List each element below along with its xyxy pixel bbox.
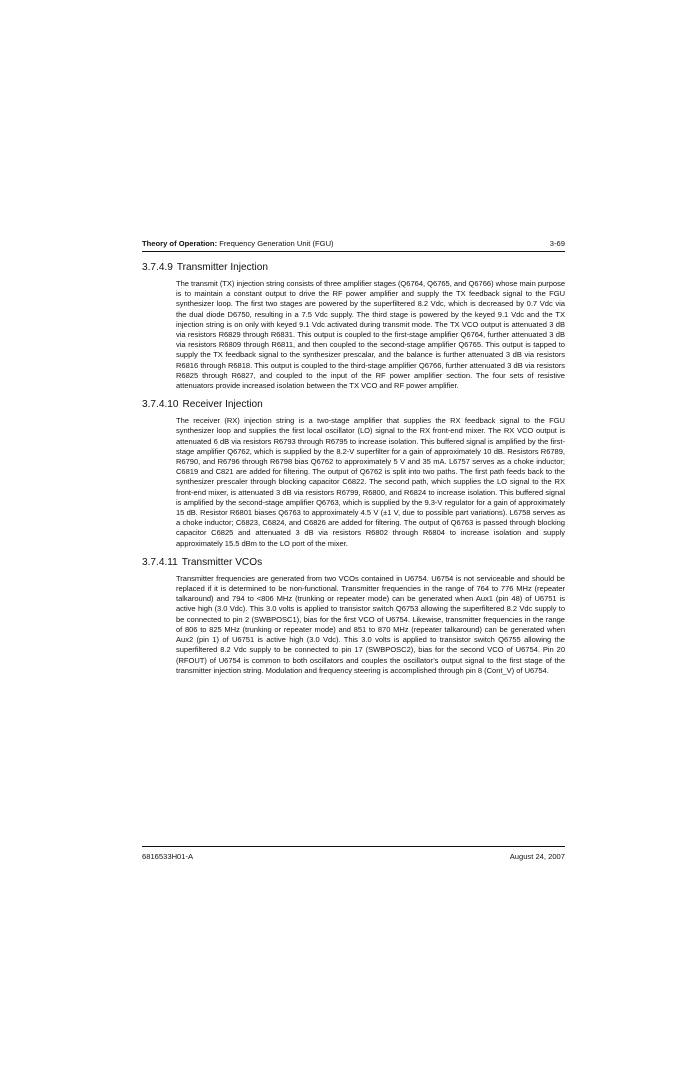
section-heading <box>142 399 565 411</box>
page-footer <box>142 852 565 861</box>
section-number: 3.7.4.10 <box>142 399 179 411</box>
section-title: Transmitter Injection <box>176 262 268 273</box>
section-transmitter-injection <box>142 262 565 391</box>
header-title-bold: Theory of Operation: <box>142 239 218 248</box>
page-header <box>142 239 565 248</box>
header-rule <box>142 251 565 252</box>
section-title: Transmitter VCOs <box>181 556 263 568</box>
document-body <box>142 262 565 684</box>
footer-rule <box>142 846 565 847</box>
publication-date: August 24, 2007 <box>509 852 565 861</box>
section-heading <box>142 557 565 569</box>
page-number: 3-69 <box>549 239 565 248</box>
section-paragraph: The receiver (RX) injection string is a two-stage amplifier that supplies the RX feedback signal to the FGU synthesizer loop and supplies the first local oscillator (LO) signal to the RX front-end mixer. The RX VCO output is attenuated 6 dB via resistors R6793 through R6795 to increase isolation. This buffered signal is amplified by the first-stage amplifier Q6762, which is supplied by the 8.2-V superfilter for a gain of approximately 10 dB. Resistors R6789, R6790, and R6796 through R6798 bias Q6762 to approximately 5 V and 35 mA. L6757 serves as a choke inductor; C6819 and C821 are added for filtering. The output of Q6762 is split into two paths. The first path feeds back to the synthesizer prescaler through blocking capacitor C6822. The second path, which supplies the LO signal to the RX front-end mixer, is attenuated 3 dB via resistors R6799, R6800, and R6824 to increase isolation. This buffered signal is amplified by the second-stage amplifier Q6763, which is supplied by the 9.3-V regulator for a gain of approximately 15 dB. Resistor R6801 biases Q6763 to approximately 4.5 V (±1 V, due to possible part variations). L6758 serves as a choke inductor; C6823, C6824, and C6826 are added for filtering. The output of Q6763 is passed through blocking capacitor C6825 and attenuated 3 dB via resistors R6802 through R6804 to increase isolation and supply approximately 15.5 dBm to the LO port of the mixer. <box>176 416 565 548</box>
section-paragraph: The transmit (TX) injection string consists of three amplifier stages (Q6764, Q6765, and Q6766) whose main purpose is to maintain a constant output to drive the RF power amplifier and supply the TX feedback signal to the FGU synthesizer loop. The first two stages are powered by the superfiltered 8.2 Vdc, which is decreased by 0.7 Vdc via the dual diode D6750, resulting in a 7.5 Vdc supply. The third stage is powered by the keyed 9.1 Vdc and the TX injection string is on only with keyed 9.1 Vdc activated during transmit mode. The TX VCO output is attenuated 3 dB via resistors R6829 through R6831. This output is coupled to the first-stage amplifier Q6764, further attenuated 3 dB via resistors R6809 through R6811, and then coupled to the second-stage amplifier Q6765. This output is tapped to supply the TX feedback signal to the synthesizer prescalar, and the balance is further attenuated 3 dB via resistors R6816 through R6818. This output is coupled to the third-stage amplifier Q6766, further attenuated 3 dB via resistors R6825 through R6827, and coupled to the input of the RF power amplifier section. The four sets of resistive attenuators provide increased isolation between the TX VCO and RF power amplifier. <box>176 279 565 391</box>
section-number: 3.7.4.9 <box>142 262 173 273</box>
section-transmitter-vcos <box>142 557 565 676</box>
header-title-rest: Frequency Generation Unit (FGU) <box>217 239 334 248</box>
section-paragraph: Transmitter frequencies are generated from two VCOs contained in U6754. U6754 is not serviceable and should be replaced if it is determined to be non-functional. Transmitter frequencies in the range of 764 to 776 MHz (repeater talkaround) and 794 to <806 MHz (trunking or repeater mode) can be generated when Aux1 (pin 48) of U6751 is active high (3.0 Vdc). This 3.0 volts is applied to transistor switch Q6753 allowing the superfiltered 8.2 Vdc supply to be connected to pin 2 (SWBPOSC1), bias for the first VCO of U6754. Likewise, transmitter frequencies in the range of 806 to 825 MHz (trunking or repeater mode) and 851 to 870 MHz (repeater talkaround) can be generated when Aux2 (pin 1) of U6751 is active high (3.0 Vdc). This 3.0 volts is applied to transistor switch Q6755 allowing the superfiltered 8.2 Vdc supply to be connected to pin 17 (SWBPOSC2), bias for the second VCO of U6754. Pin 20 (RFOUT) of U6754 is common to both oscillators and couples the oscillator’s output signal to the first stage of the transmitter injection string. Modulation and frequency steering is accomplished through pin 8 (Cont_V) of U6754. <box>176 573 565 675</box>
document-number: 6816533H01-A <box>142 852 194 861</box>
section-number: 3.7.4.11 <box>142 556 178 568</box>
header-title <box>142 239 334 248</box>
section-title: Receiver Injection <box>182 399 263 411</box>
section-receiver-injection <box>142 399 565 549</box>
section-heading <box>142 262 565 274</box>
